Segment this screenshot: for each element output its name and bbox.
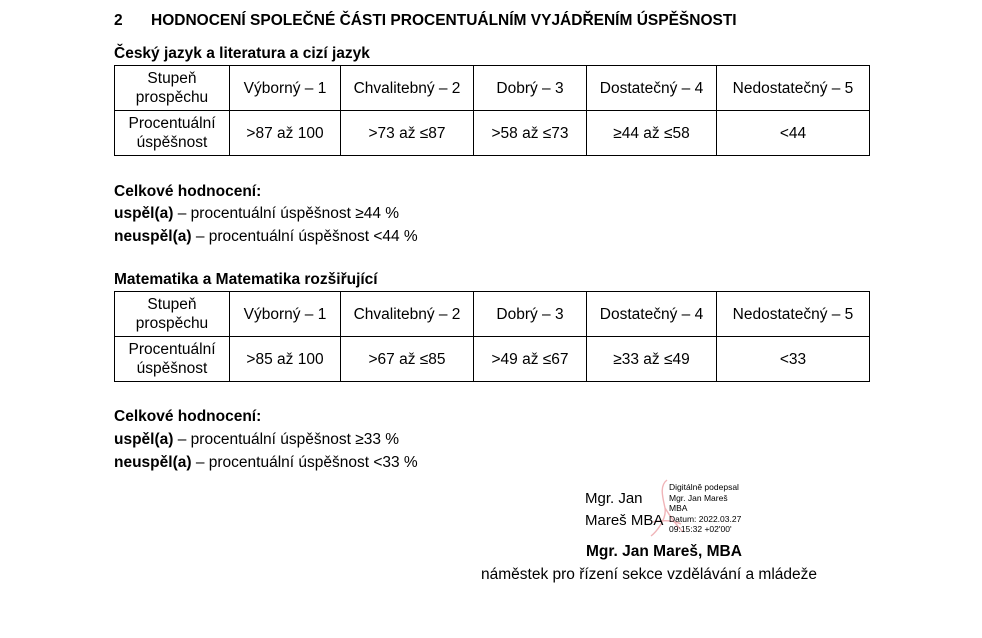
pass-text: – procentuální úspěšnost ≥44 % <box>173 205 400 222</box>
range-cell: <33 <box>717 337 870 382</box>
pass-line <box>114 205 399 223</box>
range-cell: >49 až ≤67 <box>474 337 587 382</box>
digital-signature-details <box>669 482 741 535</box>
label-line: Stupeň <box>147 296 197 313</box>
grade-table-czech <box>114 65 870 156</box>
digital-line: Mgr. Jan Mareš <box>669 492 728 503</box>
grade-table-math <box>114 291 870 382</box>
range-cell: >67 až ≤85 <box>341 337 474 382</box>
table-row-header <box>115 292 870 337</box>
section-title: HODNOCENÍ SPOLEČNÉ ČÁSTI PROCENTUÁLNÍM VYJÁDŘENÍM ÚSPĚŠNOSTI <box>151 12 737 29</box>
signer-name: Mgr. Jan Mareš, MBA <box>586 543 742 560</box>
grade-header: Výborný – 1 <box>230 66 341 111</box>
signature-name-line1: Mgr. Jan <box>585 490 643 507</box>
grade-header: Nedostatečný – 5 <box>717 292 870 337</box>
fail-label: neuspěl(a) <box>114 228 192 245</box>
overall-title: Celkové hodnocení: <box>114 183 262 200</box>
table-row-values <box>115 111 870 156</box>
range-cell: >73 až ≤87 <box>341 111 474 156</box>
digital-line: MBA <box>669 503 688 513</box>
signature-name-line2: Mareš MBA <box>585 512 664 529</box>
table-row-values <box>115 337 870 382</box>
table-row-header <box>115 66 870 111</box>
range-cell: >58 až ≤73 <box>474 111 587 156</box>
grade-header: Výborný – 1 <box>230 292 341 337</box>
label-line: Stupeň <box>147 70 197 87</box>
row-label-cell <box>115 111 230 156</box>
label-line: prospěchu <box>135 315 209 332</box>
overall-title: Celkové hodnocení: <box>114 408 262 425</box>
grade-header: Dostatečný – 4 <box>587 292 717 337</box>
digital-line: Datum: 2022.03.27 <box>669 513 742 524</box>
section-number: 2 <box>114 12 123 29</box>
grade-header: Chvalitebný – 2 <box>341 66 474 111</box>
label-line: Procentuální <box>128 115 216 132</box>
range-cell: >87 až 100 <box>230 111 341 156</box>
row-label-cell <box>115 292 230 337</box>
grade-header: Dobrý – 3 <box>474 292 587 337</box>
range-cell: ≥44 až ≤58 <box>587 111 717 156</box>
fail-label: neuspěl(a) <box>114 454 192 471</box>
grade-header: Nedostatečný – 5 <box>717 66 870 111</box>
digital-line: 09:15:32 +02'00' <box>669 524 732 534</box>
pass-line <box>114 431 399 449</box>
grade-header: Dobrý – 3 <box>474 66 587 111</box>
row-label-cell <box>115 337 230 382</box>
subject-title-czech: Český jazyk a literatura a cizí jazyk <box>114 45 370 62</box>
grade-header: Dostatečný – 4 <box>587 66 717 111</box>
label-line: úspěšnost <box>136 360 208 377</box>
range-cell: >85 až 100 <box>230 337 341 382</box>
pass-label: uspěl(a) <box>114 205 174 222</box>
digital-line: Digitálně podepsal <box>669 482 739 492</box>
fail-line <box>114 454 418 472</box>
pass-text: – procentuální úspěšnost ≥33 % <box>173 431 400 448</box>
grade-header: Chvalitebný – 2 <box>341 292 474 337</box>
label-line: Procentuální <box>128 341 216 358</box>
fail-text: – procentuální úspěšnost <33 % <box>191 454 418 471</box>
label-line: prospěchu <box>135 89 209 106</box>
row-label-cell <box>115 66 230 111</box>
subject-title-math: Matematika a Matematika rozšiřující <box>114 271 378 288</box>
range-cell: <44 <box>717 111 870 156</box>
fail-text: – procentuální úspěšnost <44 % <box>191 228 418 245</box>
pass-label: uspěl(a) <box>114 431 174 448</box>
section-heading <box>114 12 737 30</box>
label-line: úspěšnost <box>136 134 208 151</box>
signer-role: náměstek pro řízení sekce vzdělávání a mládeže <box>481 566 818 583</box>
range-cell: ≥33 až ≤49 <box>587 337 717 382</box>
fail-line <box>114 228 418 246</box>
